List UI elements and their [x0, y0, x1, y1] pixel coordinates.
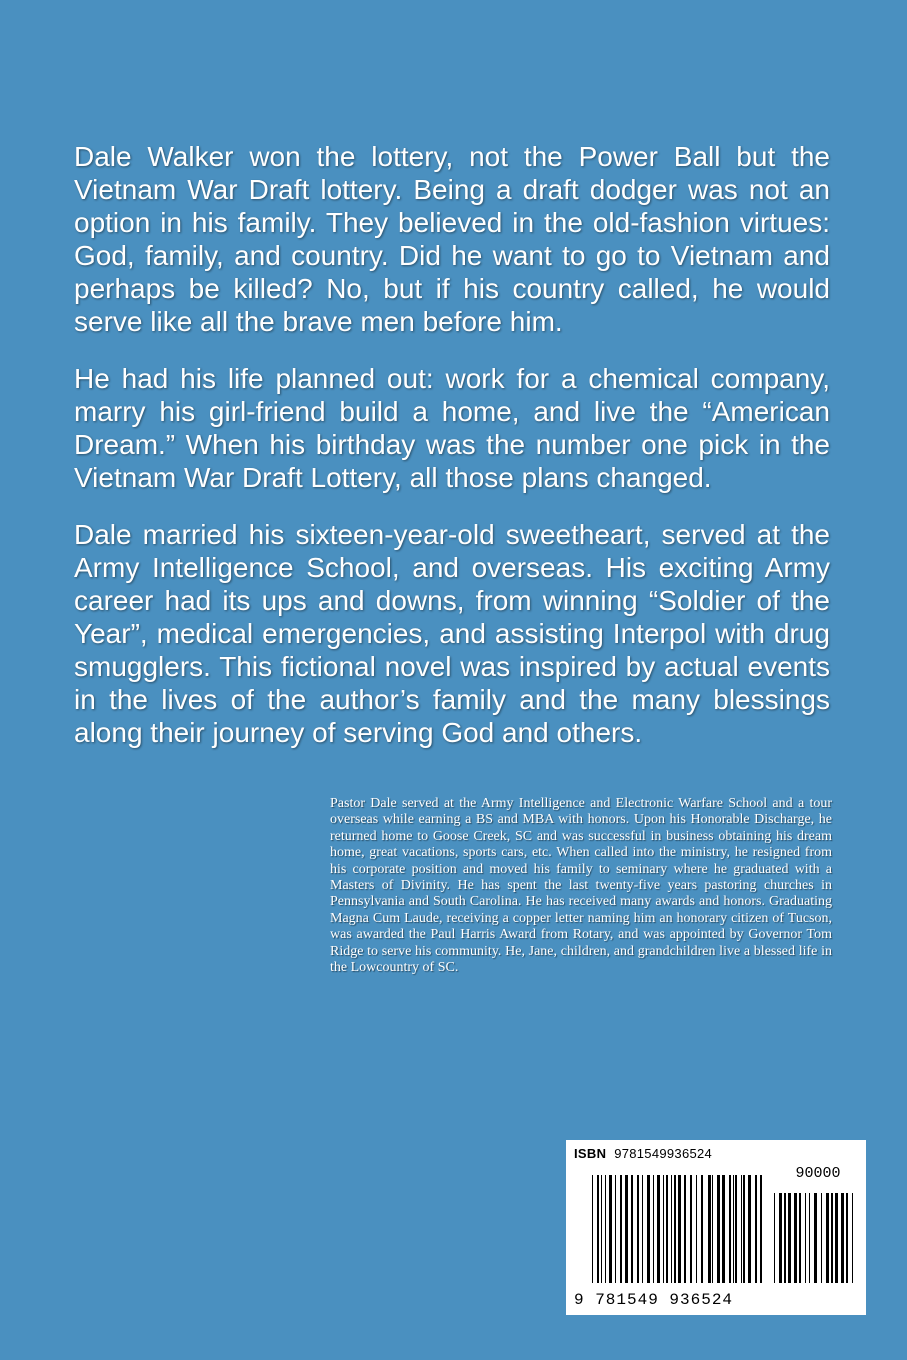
back-cover-blurb: [74, 140, 830, 773]
barcode-bar: [684, 1175, 686, 1283]
barcode-bar: [653, 1175, 654, 1283]
barcode-bar: [722, 1175, 725, 1283]
barcode-bar: [671, 1175, 672, 1283]
isbn-barcode: [566, 1140, 866, 1315]
barcode-bar: [657, 1175, 660, 1283]
barcode-bar: [805, 1193, 806, 1283]
barcode-bar: [701, 1175, 703, 1283]
ean13-bars: [592, 1175, 762, 1283]
barcode-bar: [779, 1193, 782, 1283]
barcode-bar: [678, 1175, 681, 1283]
blurb-paragraph-2: He had his life planned out: work for a chemical company, marry his girl-friend build a home, and live the “American Dream.” When his birthday was the number one pick in the Vietnam War Draft Lottery, all those plans changed.: [74, 363, 830, 493]
barcode-bar: [642, 1175, 643, 1283]
barcode-bar: [696, 1175, 697, 1283]
barcode-bar: [821, 1193, 822, 1283]
isbn-line: [574, 1146, 858, 1161]
barcode-bar: [809, 1193, 810, 1283]
barcode-bar: [674, 1175, 676, 1283]
barcode-bar: [743, 1175, 745, 1283]
blurb-paragraph-3: Dale married his sixteen-year-old sweetheart, served at the Army Intelligence School, and overseas. His exciting Army career had its ups and downs, from winning “Soldier of the Year”, medical emergencies, and assisting Interpol with drug smugglers. This fictional novel was inspired by actual events in the lives of the author’s family and the many blessings along their journey of serving God and others.: [74, 519, 830, 748]
barcode-bar: [625, 1175, 628, 1283]
barcode-bar: [831, 1193, 833, 1283]
isbn-number: 9781549936524: [614, 1146, 713, 1161]
barcode-bar: [690, 1175, 692, 1283]
barcode-bar: [774, 1193, 775, 1283]
barcode-digits: 9 781549 936524: [574, 1291, 734, 1309]
barcode-bar: [637, 1175, 639, 1283]
barcode-bar: [852, 1193, 853, 1283]
barcode-bar: [647, 1175, 650, 1283]
barcode-bar: [784, 1193, 786, 1283]
barcode-bar: [788, 1193, 791, 1283]
barcode-bar: [717, 1175, 720, 1283]
barcode-bar: [814, 1193, 817, 1283]
barcode-bar: [601, 1175, 602, 1283]
barcode-bar: [735, 1175, 737, 1283]
barcode-bar: [708, 1175, 711, 1283]
barcode-bar: [631, 1175, 633, 1283]
author-bio: Pastor Dale served at the Army Intelligence and Electronic Warfare School and a tour overseas while earning a BS and MBA with honors. Upon his Honorable Discharge, he returned home to Goose Creek, SC and was successful in business obtaining his dream home, great vacations, sports cars, etc. When called into the ministry, he resigned from his corporate position and moved his family to seminary where he graduated with a Masters of Divinity. He has spent the last twenty-five years pastoring churches in Pennsylvania and South Carolina. He has received many awards and honors. Graduating Magna Cum Laude, receiving a copper letter naming him an honorary citizen of Tucson, was awarded the Paul Harris Award from Rotary, and was appointed by Governor Tom Ridge to serve his community. He, Jane, children, and grandchildren live a blessed life in the Lowcountry of SC.: [330, 796, 832, 976]
barcode-bar: [799, 1193, 801, 1283]
blurb-paragraph-1: Dale Walker won the lottery, not the Power Ball but the Vietnam War Draft lottery. Being a draft dodger was not an option in his family. They believed in the old-fashion virtues: God, family, and country. Did he want to go to Vietnam and perhaps be killed? No, but if his country called, he would serve like all the brave men before him.: [74, 141, 830, 337]
isbn-label: ISBN: [574, 1146, 607, 1161]
price-addon: 90000: [795, 1165, 841, 1182]
barcode-bar: [748, 1175, 751, 1283]
barcode-bar: [663, 1175, 664, 1283]
barcode-bar: [733, 1175, 734, 1283]
barcode-bar: [597, 1175, 599, 1283]
barcode-bar: [755, 1175, 757, 1283]
barcode-bar: [615, 1175, 616, 1283]
barcode-bar: [592, 1175, 593, 1283]
barcode-bar: [741, 1175, 742, 1283]
barcode-bar: [609, 1175, 612, 1283]
barcode-bar: [835, 1193, 838, 1283]
barcode-bar: [760, 1175, 762, 1283]
barcode-bars: [574, 1165, 858, 1283]
barcode-bar: [846, 1193, 848, 1283]
barcode-bar: [826, 1193, 829, 1283]
barcode-bar: [712, 1175, 713, 1283]
addon-bars: [774, 1193, 856, 1283]
barcode-bar: [666, 1175, 668, 1283]
barcode-bar: [620, 1175, 622, 1283]
barcode-bar: [841, 1193, 844, 1283]
barcode-bar: [729, 1175, 731, 1283]
barcode-bar: [605, 1175, 606, 1283]
barcode-bar: [794, 1193, 797, 1283]
